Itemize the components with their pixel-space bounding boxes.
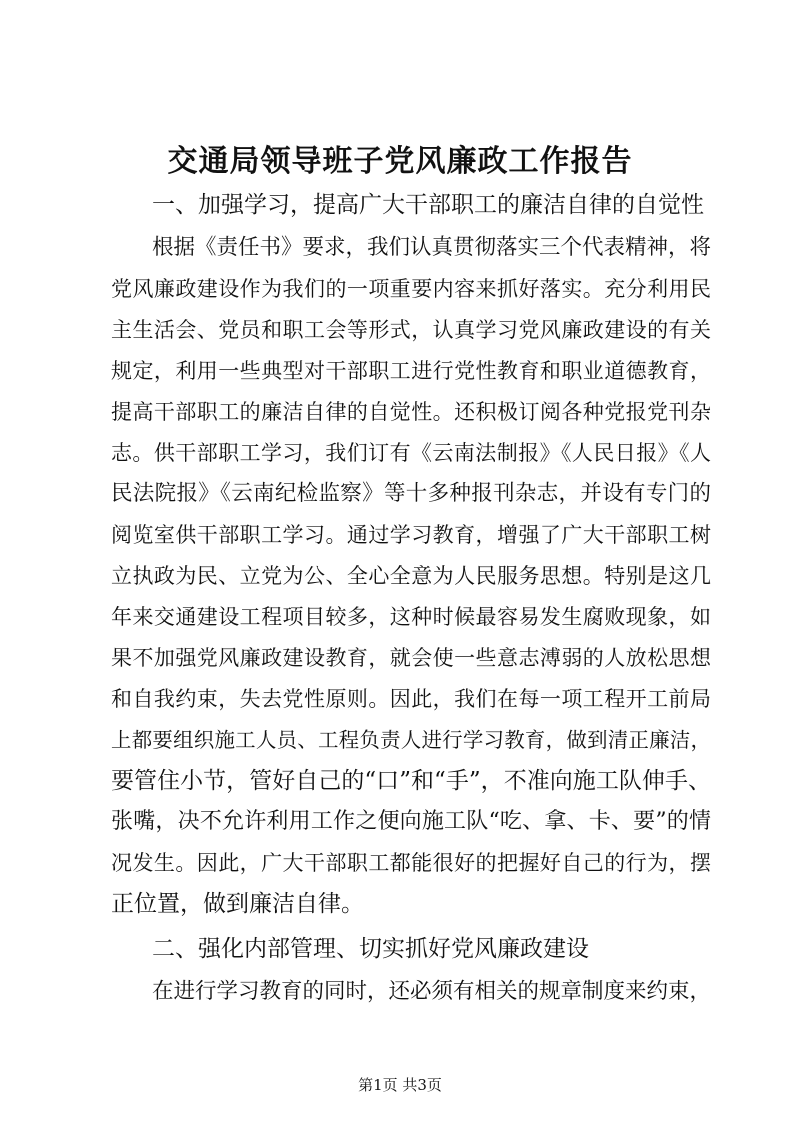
paragraph-1-line: 志。供干部职工学习，我们订有《云南法制报》《人民日报》《人 (111, 441, 711, 465)
paragraph-1-line: 根据《责任书》要求，我们认真贯彻落实三个代表精神，将 (152, 235, 712, 260)
paragraph-1-line: 阅览室供干部职工学习。通过学习教育，增强了广大干部职工树 (111, 523, 711, 547)
paragraph-1-line: 民法院报》《云南纪检监察》等十多种报刊杂志，并设有专门的 (111, 481, 711, 506)
paragraph-1-line: 党风廉政建设作为我们的一项重要内容来抓好落实。充分利用民 (111, 277, 711, 301)
paragraph-1-line: 况发生。因此，广大干部职工都能很好的把握好自己的行为，摆 (111, 851, 711, 875)
document-title: 交通局领导班子党风廉政工作报告 (167, 144, 633, 179)
paragraph-1-line: 提高干部职工的廉洁自律的自觉性。还积极订阅各种党报党刊杂 (111, 400, 711, 424)
paragraph-1-line: 和自我约束，失去党性原则。因此，我们在每一项工程开工前局 (111, 687, 711, 711)
paragraph-1-line: 上都要组织施工人员、工程负责人进行学习教育，做到清正廉洁， (111, 728, 711, 752)
paragraph-1-line: 规定，利用一些典型对干部职工进行党性教育和职业道德教育， (111, 359, 711, 383)
page-number-footer: 第1页 共3页 (358, 1076, 442, 1094)
paragraph-1-line: 正位置，做到廉洁自律。 (111, 891, 364, 917)
paragraph-1-line: 张嘴，决不允许利用工作之便向施工队“吃、拿、卡、要”的情 (111, 809, 711, 834)
paragraph-1-line: 年来交通建设工程项目较多，这种时候最容易发生腐败现象，如 (111, 605, 711, 629)
paragraph-1-line: 要管住小节，管好自己的“口”和“手”，不准向施工队伸手、 (111, 768, 711, 794)
paragraph-1-line: 立执政为民、立党为公、全心全意为人民服务思想。特别是这几 (111, 564, 711, 588)
paragraph-2-line: 在进行学习教育的同时，还必须有相关的规章制度来约束， (152, 979, 712, 1004)
paragraph-1-line: 主生活会、党员和职工会等形式，认真学习党风廉政建设的有关 (111, 318, 711, 342)
section-1-heading: 一、加强学习，提高广大干部职工的廉洁自律的自觉性 (152, 192, 704, 218)
paragraph-1-line: 果不加强党风廉政建设教育，就会使一些意志溥弱的人放松思想 (111, 646, 711, 670)
section-2-heading: 二、强化内部管理、切实抓好党风廉政建设 (152, 936, 589, 962)
